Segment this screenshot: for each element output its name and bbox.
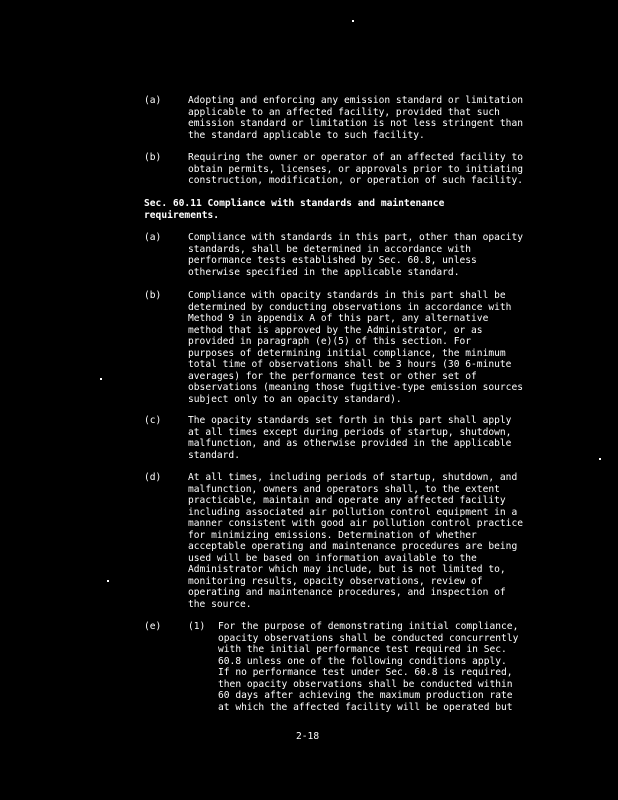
scan-speck (599, 458, 601, 460)
section-paragraph-a (144, 232, 564, 280)
paragraph-text: Requiring the owner or operator of an affected facility to obtain permits, licenses, or approvals prior to initiating construction, modification, or operation of such facility. (188, 152, 524, 186)
paragraph-b-top (144, 152, 564, 188)
paragraph-text: Adopting and enforcing any emission standard or limitation applicable to an affected facility, provided that such emission standard or limitation is not less stringent than the standard applicable to such facility. (188, 95, 524, 141)
paragraph-a-top (144, 95, 564, 143)
section-heading: Sec. 60.11 Compliance with standards and maintenance requirements. (144, 198, 445, 221)
scan-speck (100, 378, 102, 380)
subparagraph-text: For the purpose of demonstrating initial compliance, opacity observations shall be conducted concurrently with the initial performance test required in Sec. 60.8 unless one of the following conditions apply. If no performance test under Sec. 60.8 is required, then opacity observations shall be conducted within 60 days after achieving the maximum production rate at which the affected facility will be operated but (218, 621, 519, 713)
paragraph-text: Compliance with opacity standards in this part shall be determined by conducting observations in accordance with Method 9 in appendix A of this part, any alternative method that is approved by the Administrator, or as provided in paragraph (e)(5) of this section. For purposes of determining initial compliance, the minimum total time of observations shall be 3 hours (30 6-minute averages) for the performance test or other set of observations (meaning those fugitive-type emission sources subject only to an opacity standard). (188, 290, 524, 405)
scan-speck (352, 20, 354, 22)
paragraph-marker: (c) (144, 415, 162, 426)
paragraph-marker: (d) (144, 472, 162, 483)
paragraph-text: The opacity standards set forth in this part shall apply at all times except during periods of startup, shutdown, malfunction, and as otherwise provided in the applicable standard. (188, 415, 512, 461)
paragraph-marker: (e) (144, 621, 162, 632)
paragraph-marker: (a) (144, 232, 162, 243)
section-paragraph-e (144, 621, 564, 715)
paragraph-marker: (b) (144, 290, 162, 301)
paragraph-marker: (a) (144, 95, 162, 106)
section-paragraph-d (144, 472, 564, 612)
paragraph-marker: (b) (144, 152, 162, 163)
section-paragraph-b (144, 290, 564, 406)
page-number: 2-18 (296, 731, 320, 742)
paragraph-text: At all times, including periods of startup, shutdown, and malfunction, owners and operators shall, to the extent practicable, maintain and operate any affected facility including associated air pollution control equipment in a manner consistent with good air pollution control practice for minimizing emissions. Determination of whether acceptable operating and maintenance procedures are being used will be based on information available to the Administrator which may include, but is not limited to, monitoring results, opacity observations, review of operating and maintenance procedures, and inspection of the source. (188, 472, 524, 610)
paragraph-text: Compliance with standards in this part, other than opacity standards, shall be determined in accordance with performance tests established by Sec. 60.8, unless otherwise specified in the applicable standard. (188, 232, 524, 278)
subparagraph-marker: (1) (188, 621, 206, 632)
section-paragraph-c (144, 415, 564, 463)
scan-speck (107, 580, 109, 582)
